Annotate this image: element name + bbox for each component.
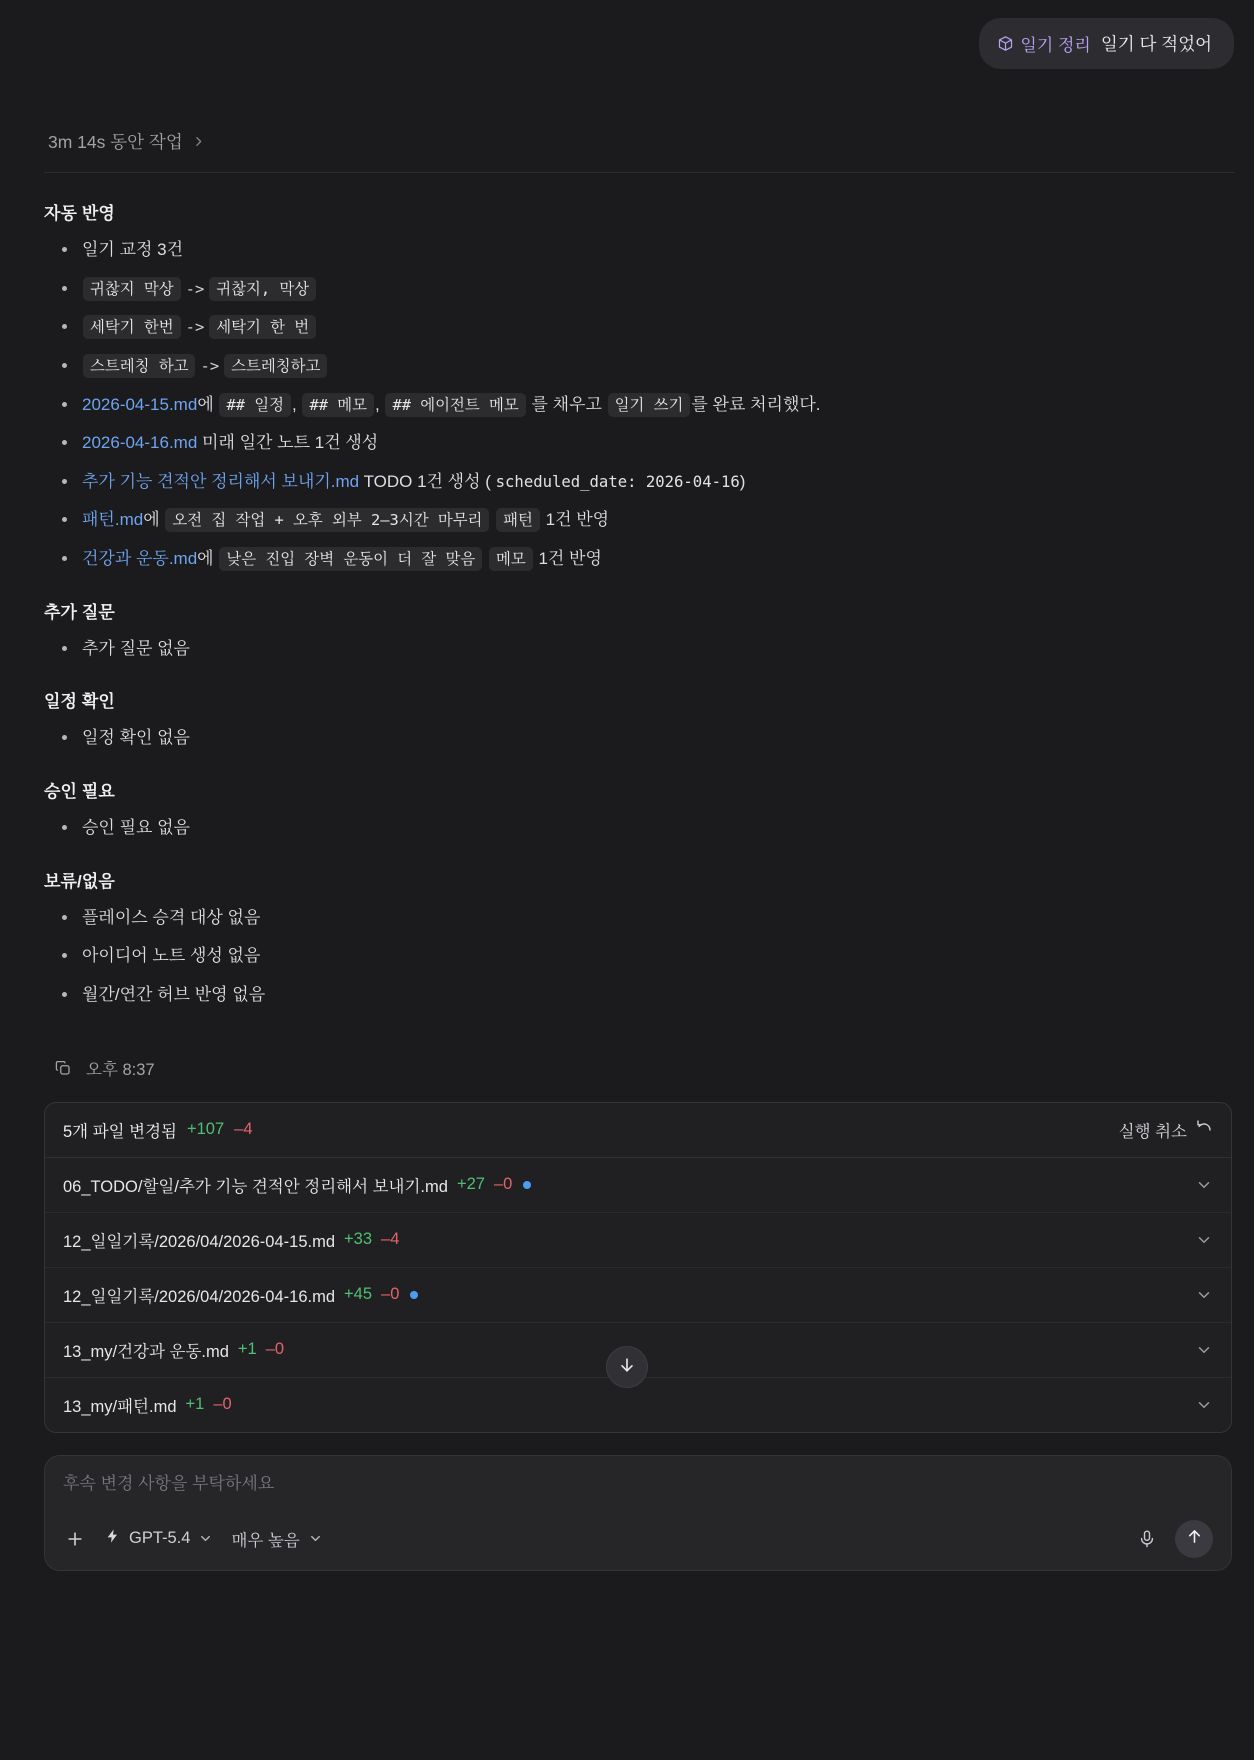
list-item <box>44 726 1230 751</box>
file-changes-header <box>45 1103 1231 1158</box>
bolt-icon <box>105 1528 121 1549</box>
assistant-report <box>0 199 1254 1008</box>
list-item <box>44 315 1230 340</box>
chevron-down-icon <box>198 1531 213 1546</box>
code-chip: 일기 쓰기 <box>608 393 691 417</box>
arrow-glyph: -> <box>185 279 205 298</box>
code-chip: 메모 <box>489 547 533 571</box>
total-added: +107 <box>186 1120 225 1139</box>
correction-to: 귀찮지, 막상 <box>209 277 316 301</box>
conversation-tag-label: 일기 정리 <box>1020 36 1091 55</box>
section-title: 보류/없음 <box>44 871 115 891</box>
chevron-down-icon[interactable] <box>1195 1231 1213 1249</box>
file-row[interactable] <box>45 1268 1231 1323</box>
list-item-text: 일정 확인 없음 <box>82 728 190 748</box>
list-item <box>44 470 1230 495</box>
file-row[interactable] <box>45 1378 1231 1432</box>
correction-to: 스트레칭하고 <box>224 354 327 378</box>
list-item-text: 승인 필요 없음 <box>82 818 190 838</box>
list-item <box>44 277 1230 302</box>
chevron-down-icon[interactable] <box>1195 1396 1213 1414</box>
file-path: 13_my/패턴.md <box>63 1397 177 1416</box>
chevron-down-icon[interactable] <box>1195 1341 1213 1359</box>
section-title: 일정 확인 <box>44 692 115 712</box>
file-changes-summary <box>63 1118 253 1142</box>
file-link[interactable]: 건강과 운동.md <box>82 549 198 569</box>
code-chip: ## 메모 <box>302 393 374 417</box>
tail-text: 1건 반영 <box>545 510 610 530</box>
scheduled-date: scheduled_date: 2026-04-16 <box>495 472 740 491</box>
message-footer <box>0 1022 1254 1080</box>
chevron-right-icon <box>192 135 205 148</box>
list-item <box>44 238 1230 263</box>
mid-text: 를 채우고 <box>531 394 602 414</box>
file-removed: –4 <box>381 1230 400 1249</box>
file-link[interactable]: 2026-04-16.md <box>82 433 198 453</box>
scroll-to-bottom-button[interactable] <box>606 1346 648 1388</box>
list-item <box>44 816 1230 841</box>
section-list <box>44 906 1230 1008</box>
header-divider <box>44 172 1234 173</box>
list-item-text: 아이디어 노트 생성 없음 <box>82 946 261 966</box>
arrow-up-icon <box>1185 1527 1204 1551</box>
file-removed: –0 <box>213 1395 232 1414</box>
total-removed: –4 <box>234 1120 253 1139</box>
file-added: +1 <box>237 1340 257 1359</box>
undo-label: 실행 취소 <box>1118 1122 1187 1141</box>
arrow-glyph: -> <box>200 356 220 375</box>
file-path: 13_my/건강과 운동.md <box>63 1342 229 1361</box>
user-message-row <box>0 0 1254 69</box>
code-chip: 패턴 <box>496 508 540 532</box>
tail-text: ) <box>739 471 746 491</box>
list-item-text: 추가 질문 없음 <box>82 638 190 658</box>
conversation-tag[interactable] <box>997 31 1090 56</box>
file-row[interactable] <box>45 1158 1231 1213</box>
file-suffix: 에 <box>197 549 214 569</box>
file-removed: –0 <box>265 1340 285 1359</box>
correction-from: 스트레칭 하고 <box>83 354 195 378</box>
list-item: 2026-04-15.md에 ## 일정 , ## 메모 , ## 에이전트 메모 를 채우고 일기 쓰기 를 완료 처리했다. <box>44 393 1230 418</box>
file-path: 06_TODO/할일/추가 기능 견적안 정리해서 보내기.md <box>63 1177 448 1196</box>
correction-to: 세탁기 한 번 <box>209 315 316 339</box>
user-message-bubble <box>979 18 1234 69</box>
file-link[interactable]: 추가 기능 견적안 정리해서 보내기.md <box>82 471 360 491</box>
tail-text: 를 완료 처리했다. <box>691 394 821 414</box>
list-item <box>44 431 1230 456</box>
section-title: 자동 반영 <box>44 204 115 223</box>
correction-from: 귀찮지 막상 <box>83 277 181 301</box>
list-item <box>44 944 1230 969</box>
microphone-icon[interactable] <box>1137 1529 1157 1549</box>
effort-label: 매우 높음 <box>231 1531 300 1550</box>
unread-dot-icon <box>410 1291 418 1299</box>
correction-from: 세탁기 한번 <box>83 315 181 339</box>
add-attachment-button[interactable] <box>63 1529 87 1549</box>
task-duration-label: 3m 14s 동안 작업 <box>48 132 183 152</box>
code-chip: ## 에이전트 메모 <box>385 393 525 417</box>
message-timestamp: 오후 8:37 <box>86 1060 155 1079</box>
section-title: 추가 질문 <box>44 602 115 622</box>
cube-icon <box>997 35 1014 52</box>
file-row-left <box>63 1393 232 1417</box>
file-path: 12_일일기록/2026/04/2026-04-16.md <box>63 1287 336 1306</box>
code-chip: ## 일정 <box>219 393 291 417</box>
code-chip: 낮은 진입 장벽 운동이 더 잘 맞음 <box>219 547 482 571</box>
file-path: 12_일일기록/2026/04/2026-04-15.md <box>63 1232 336 1251</box>
file-added: +1 <box>185 1395 205 1414</box>
section-title: 승인 필요 <box>44 782 115 802</box>
effort-selector[interactable] <box>231 1527 322 1551</box>
user-message-text: 일기 다 적었어 <box>1100 34 1212 54</box>
file-removed: –0 <box>381 1285 400 1304</box>
file-row-left <box>63 1228 399 1252</box>
arrow-down-icon <box>617 1355 637 1380</box>
composer <box>44 1455 1232 1571</box>
file-added: +33 <box>344 1230 373 1249</box>
file-changes-label: 5개 파일 변경됨 <box>63 1122 177 1141</box>
send-button[interactable] <box>1175 1520 1213 1558</box>
composer-toolbar <box>63 1520 1213 1558</box>
list-item <box>44 547 1230 572</box>
list-item <box>44 983 1230 1008</box>
chevron-down-icon <box>308 1531 323 1546</box>
list-item-text: 미래 일간 노트 1건 생성 <box>202 433 379 453</box>
file-row-left <box>63 1283 418 1307</box>
chevron-down-icon[interactable] <box>1195 1176 1213 1194</box>
file-added: +45 <box>344 1285 373 1304</box>
code-chip: 오전 집 작업 + 오후 외부 2–3시간 마무리 <box>165 508 489 532</box>
model-selector[interactable] <box>105 1528 213 1549</box>
section-list <box>44 726 1230 751</box>
list-item <box>44 508 1230 533</box>
list-item-text: 일기 교정 3건 <box>82 240 184 259</box>
list-item-text: TODO 1건 생성 ( <box>363 471 491 491</box>
file-row-left <box>63 1338 284 1362</box>
section-list <box>44 238 1230 572</box>
list-item <box>44 637 1230 662</box>
file-added: +27 <box>456 1175 485 1194</box>
file-link[interactable]: 2026-04-15.md <box>82 394 198 414</box>
arrow-glyph: -> <box>185 318 205 337</box>
list-item-text: 플레이스 승격 대상 없음 <box>82 907 261 927</box>
undo-button[interactable] <box>1119 1118 1213 1142</box>
list-item-text: 월간/연간 허브 반영 없음 <box>82 984 266 1004</box>
list-item <box>44 354 1230 379</box>
section-list <box>44 816 1230 841</box>
chevron-down-icon[interactable] <box>1195 1286 1213 1304</box>
file-row-left <box>63 1173 531 1197</box>
tail-text: 1건 반영 <box>538 549 602 569</box>
model-label: GPT-5.4 <box>129 1529 191 1548</box>
task-duration-row[interactable] <box>0 69 1254 154</box>
section-list <box>44 637 1230 662</box>
composer-input[interactable] <box>63 1474 1213 1520</box>
file-suffix: 에 <box>143 510 160 530</box>
file-link[interactable]: 패턴.md <box>82 510 144 530</box>
file-row[interactable] <box>45 1213 1231 1268</box>
file-removed: –0 <box>493 1175 513 1194</box>
unread-dot-icon <box>523 1181 531 1189</box>
list-item <box>44 906 1230 931</box>
undo-icon <box>1195 1118 1213 1141</box>
file-suffix: 에 <box>197 394 214 414</box>
copy-icon[interactable] <box>54 1059 72 1077</box>
